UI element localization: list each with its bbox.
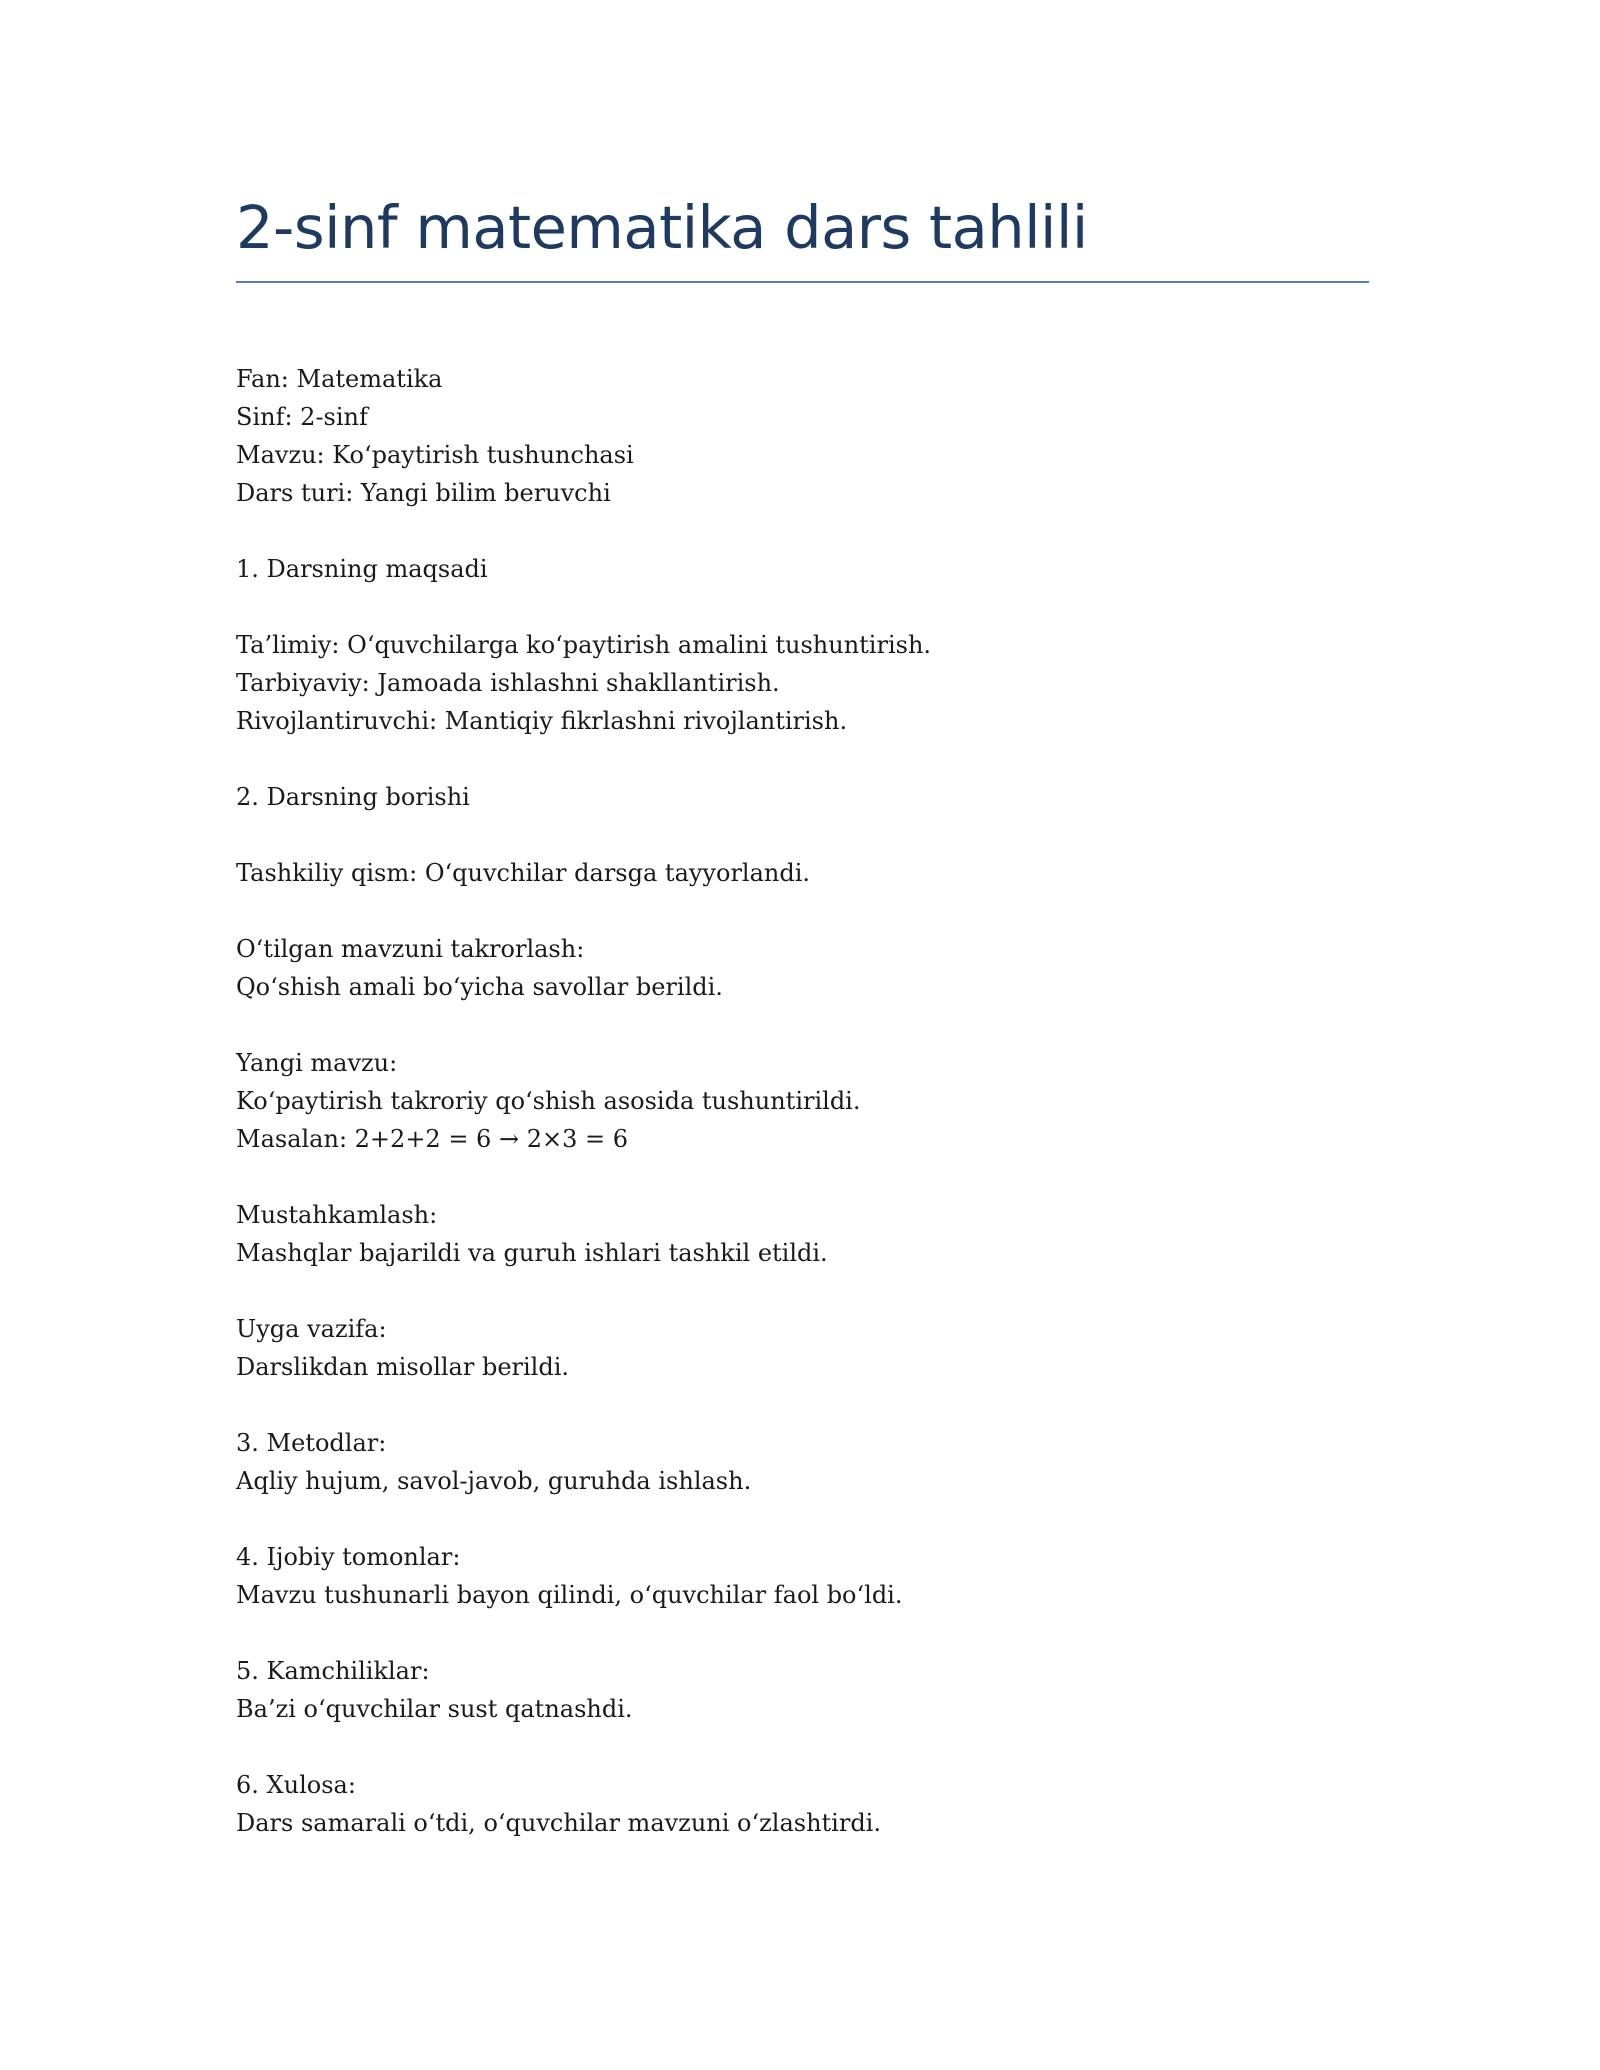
title-underline xyxy=(236,281,1369,283)
metodlar-text: Aqliy hujum, savol-javob, guruhda ishlash. xyxy=(236,1467,752,1495)
section-heading-metodlar: 3. Metodlar: xyxy=(236,1429,387,1457)
uyga-vazifa-text: Darslikdan misollar berildi. xyxy=(236,1353,570,1381)
section-heading-ijobiy: 4. Ijobiy tomonlar: xyxy=(236,1543,461,1571)
info-dars-turi: Dars turi: Yangi bilim beruvchi xyxy=(236,479,611,507)
yangi-mavzu-example: Masalan: 2+2+2 = 6 → 2×3 = 6 xyxy=(236,1125,628,1153)
section-heading-kamchiliklar: 5. Kamchiliklar: xyxy=(236,1657,430,1685)
maqsad-talimiy: Ta’limiy: O‘quvchilarga ko‘paytirish amalini tushuntirish. xyxy=(236,631,932,659)
mustahkamlash-label: Mustahkamlash: xyxy=(236,1201,438,1229)
info-fan: Fan: Matematika xyxy=(236,365,443,393)
yangi-mavzu-text: Ko‘paytirish takroriy qo‘shish asosida tushuntirildi. xyxy=(236,1087,861,1115)
section-heading-xulosa: 6. Xulosa: xyxy=(236,1771,356,1799)
xulosa-text: Dars samarali o‘tdi, o‘quvchilar mavzuni o‘zlashtirdi. xyxy=(236,1809,881,1837)
document-body xyxy=(236,360,1376,1842)
borishi-tashkiliy: Tashkiliy qism: O‘quvchilar darsga tayyorlandi. xyxy=(236,859,811,887)
info-sinf: Sinf: 2-sinf xyxy=(236,403,368,431)
section-heading-borishi: 2. Darsning borishi xyxy=(236,783,470,811)
takrorlash-text: Qo‘shish amali bo‘yicha savollar berildi. xyxy=(236,973,723,1001)
document-title: 2-sinf matematika dars tahlili xyxy=(236,193,1088,262)
ijobiy-text: Mavzu tushunarli bayon qilindi, o‘quvchilar faol bo‘ldi. xyxy=(236,1581,903,1609)
mustahkamlash-text: Mashqlar bajarildi va guruh ishlari tashkil etildi. xyxy=(236,1239,828,1267)
maqsad-rivojlantiruvchi: Rivojlantiruvchi: Mantiqiy fikrlashni rivojlantirish. xyxy=(236,707,848,735)
info-mavzu: Mavzu: Ko‘paytirish tushunchasi xyxy=(236,441,634,469)
section-heading-maqsad: 1. Darsning maqsadi xyxy=(236,555,488,583)
uyga-vazifa-label: Uyga vazifa: xyxy=(236,1315,387,1343)
takrorlash-label: O‘tilgan mavzuni takrorlash: xyxy=(236,935,585,963)
maqsad-tarbiyaviy: Tarbiyaviy: Jamoada ishlashni shakllantirish. xyxy=(236,669,780,697)
kamchiliklar-text: Ba’zi o‘quvchilar sust qatnashdi. xyxy=(236,1695,633,1723)
yangi-mavzu-label: Yangi mavzu: xyxy=(236,1049,398,1077)
